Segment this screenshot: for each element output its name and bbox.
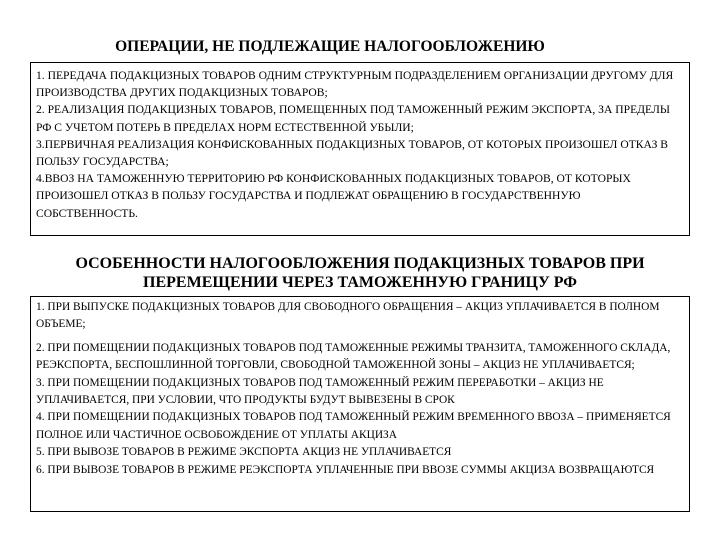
- section2-item-5: 5. ПРИ ВЫВОЗЕ ТОВАРОВ В РЕЖИМЕ ЭКСПОРТА АКЦИЗ НЕ УПЛАЧИВАЕТСЯ: [36, 446, 452, 459]
- section1-title: ОПЕРАЦИИ, НЕ ПОДЛЕЖАЩИЕ НАЛОГООБЛОЖЕНИЮ: [115, 38, 545, 55]
- section2-item-1: 1. ПРИ ВЫПУСКЕ ПОДАКЦИЗНЫХ ТОВАРОВ ДЛЯ СВОБОДНОГО ОБРАЩЕНИЯ – АКЦИЗ УПЛАЧИВАЕТСЯ В ПОЛНОМ ОБЪЕМЕ;: [36, 301, 660, 331]
- section2-item-4: 4. ПРИ ПОМЕЩЕНИИ ПОДАКЦИЗНЫХ ТОВАРОВ ПОД ТАМОЖЕННЫЙ РЕЖИМ ВРЕМЕННОГО ВВОЗА – ПРИМЕНЯЕТСЯ ПОЛНОЕ ИЛИ ЧАСТИЧНОЕ ОСВОБОЖДЕНИЕ ОТ УПЛАТЫ АКЦИЗА: [36, 411, 671, 441]
- section1-item-3: 3.ПЕРВИЧНАЯ РЕАЛИЗАЦИЯ КОНФИСКОВАННЫХ ПОДАКЦИЗНЫХ ТОВАРОВ, ОТ КОТОРЫХ ПРОИЗОШЕЛ ОТКАЗ В ПОЛЬЗУ ГОСУДАРСТВА;: [36, 137, 669, 169]
- section1-list-box: [30, 62, 690, 236]
- section2-item-6: 6. ПРИ ВЫВОЗЕ ТОВАРОВ В РЕЖИМЕ РЕЭКСПОРТА УПЛАЧЕННЫЕ ПРИ ВВОЗЕ СУММЫ АКЦИЗА ВОЗВРАЩАЮТСЯ: [36, 463, 655, 476]
- section1-item-1: 1. ПЕРЕДАЧА ПОДАКЦИЗНЫХ ТОВАРОВ ОДНИМ СТРУКТУРНЫМ ПОДРАЗДЕЛЕНИЕМ ОРГАНИЗАЦИИ ДРУГОМУ ДЛЯ ПРОИЗВОДСТВА ДРУГИХ ПОДАКЦИЗНЫХ ТОВАРОВ;: [36, 69, 674, 100]
- section2-title: ОСОБЕННОСТИ НАЛОГООБЛОЖЕНИЯ ПОДАКЦИЗНЫХ ТОВАРОВ ПРИ ПЕРЕМЕЩЕНИИ ЧЕРЕЗ ТАМОЖЕННУЮ ГРАНИЦУ РФ: [75, 255, 645, 292]
- section1-item-2: 2. РЕАЛИЗАЦИЯ ПОДАКЦИЗНЫХ ТОВАРОВ, ПОМЕЩЕННЫХ ПОД ТАМОЖЕННЫЙ РЕЖИМ ЭКСПОРТА, ЗА ПРЕДЕЛЫ РФ С УЧЕТОМ ПОТЕРЬ В ПРЕДЕЛАХ НОРМ ЕСТЕСТВЕННОЙ УБЫЛИ;: [36, 103, 670, 134]
- section1-item-4: 4.ВВОЗ НА ТАМОЖЕННУЮ ТЕРРИТОРИЮ РФ КОНФИСКОВАННЫХ ПОДАКЦИЗНЫХ ТОВАРОВ, ОТ КОТОРЫХ ПРОИЗОШЕЛ ОТКАЗ В ПОЛЬЗУ ГОСУДАРСТВА И ПОДЛЕЖАТ ОБРАЩЕНИЮ В ГОСУДАРСТВЕННУЮ СОБСТВЕННОСТЬ.: [36, 172, 631, 220]
- section2-list-box: [30, 296, 690, 512]
- section2-item-2: 2. ПРИ ПОМЕЩЕНИИ ПОДАКЦИЗНЫХ ТОВАРОВ ПОД ТАМОЖЕННЫЕ РЕЖИМЫ ТРАНЗИТА, ТАМОЖЕННОГО СКЛАДА, РЕЭКСПОРТА, БЕСПОШЛИННОЙ ТОРГОВЛИ, СВОБОДНОЙ ТАМОЖЕННОЙ ЗОНЫ – АКЦИЗ НЕ УПЛАЧИВАЕТСЯ;: [36, 341, 671, 372]
- section2-item-3: 3. ПРИ ПОМЕЩЕНИИ ПОДАКЦИЗНЫХ ТОВАРОВ ПОД ТАМОЖЕННЫЙ РЕЖИМ ПЕРЕРАБОТКИ – АКЦИЗ НЕ УПЛАЧИВАЕТСЯ, ПРИ УСЛОВИИ, ЧТО ПРОДУКТЫ БУДУТ ВЫВЕЗЕНЫ В СРОК: [36, 376, 604, 407]
